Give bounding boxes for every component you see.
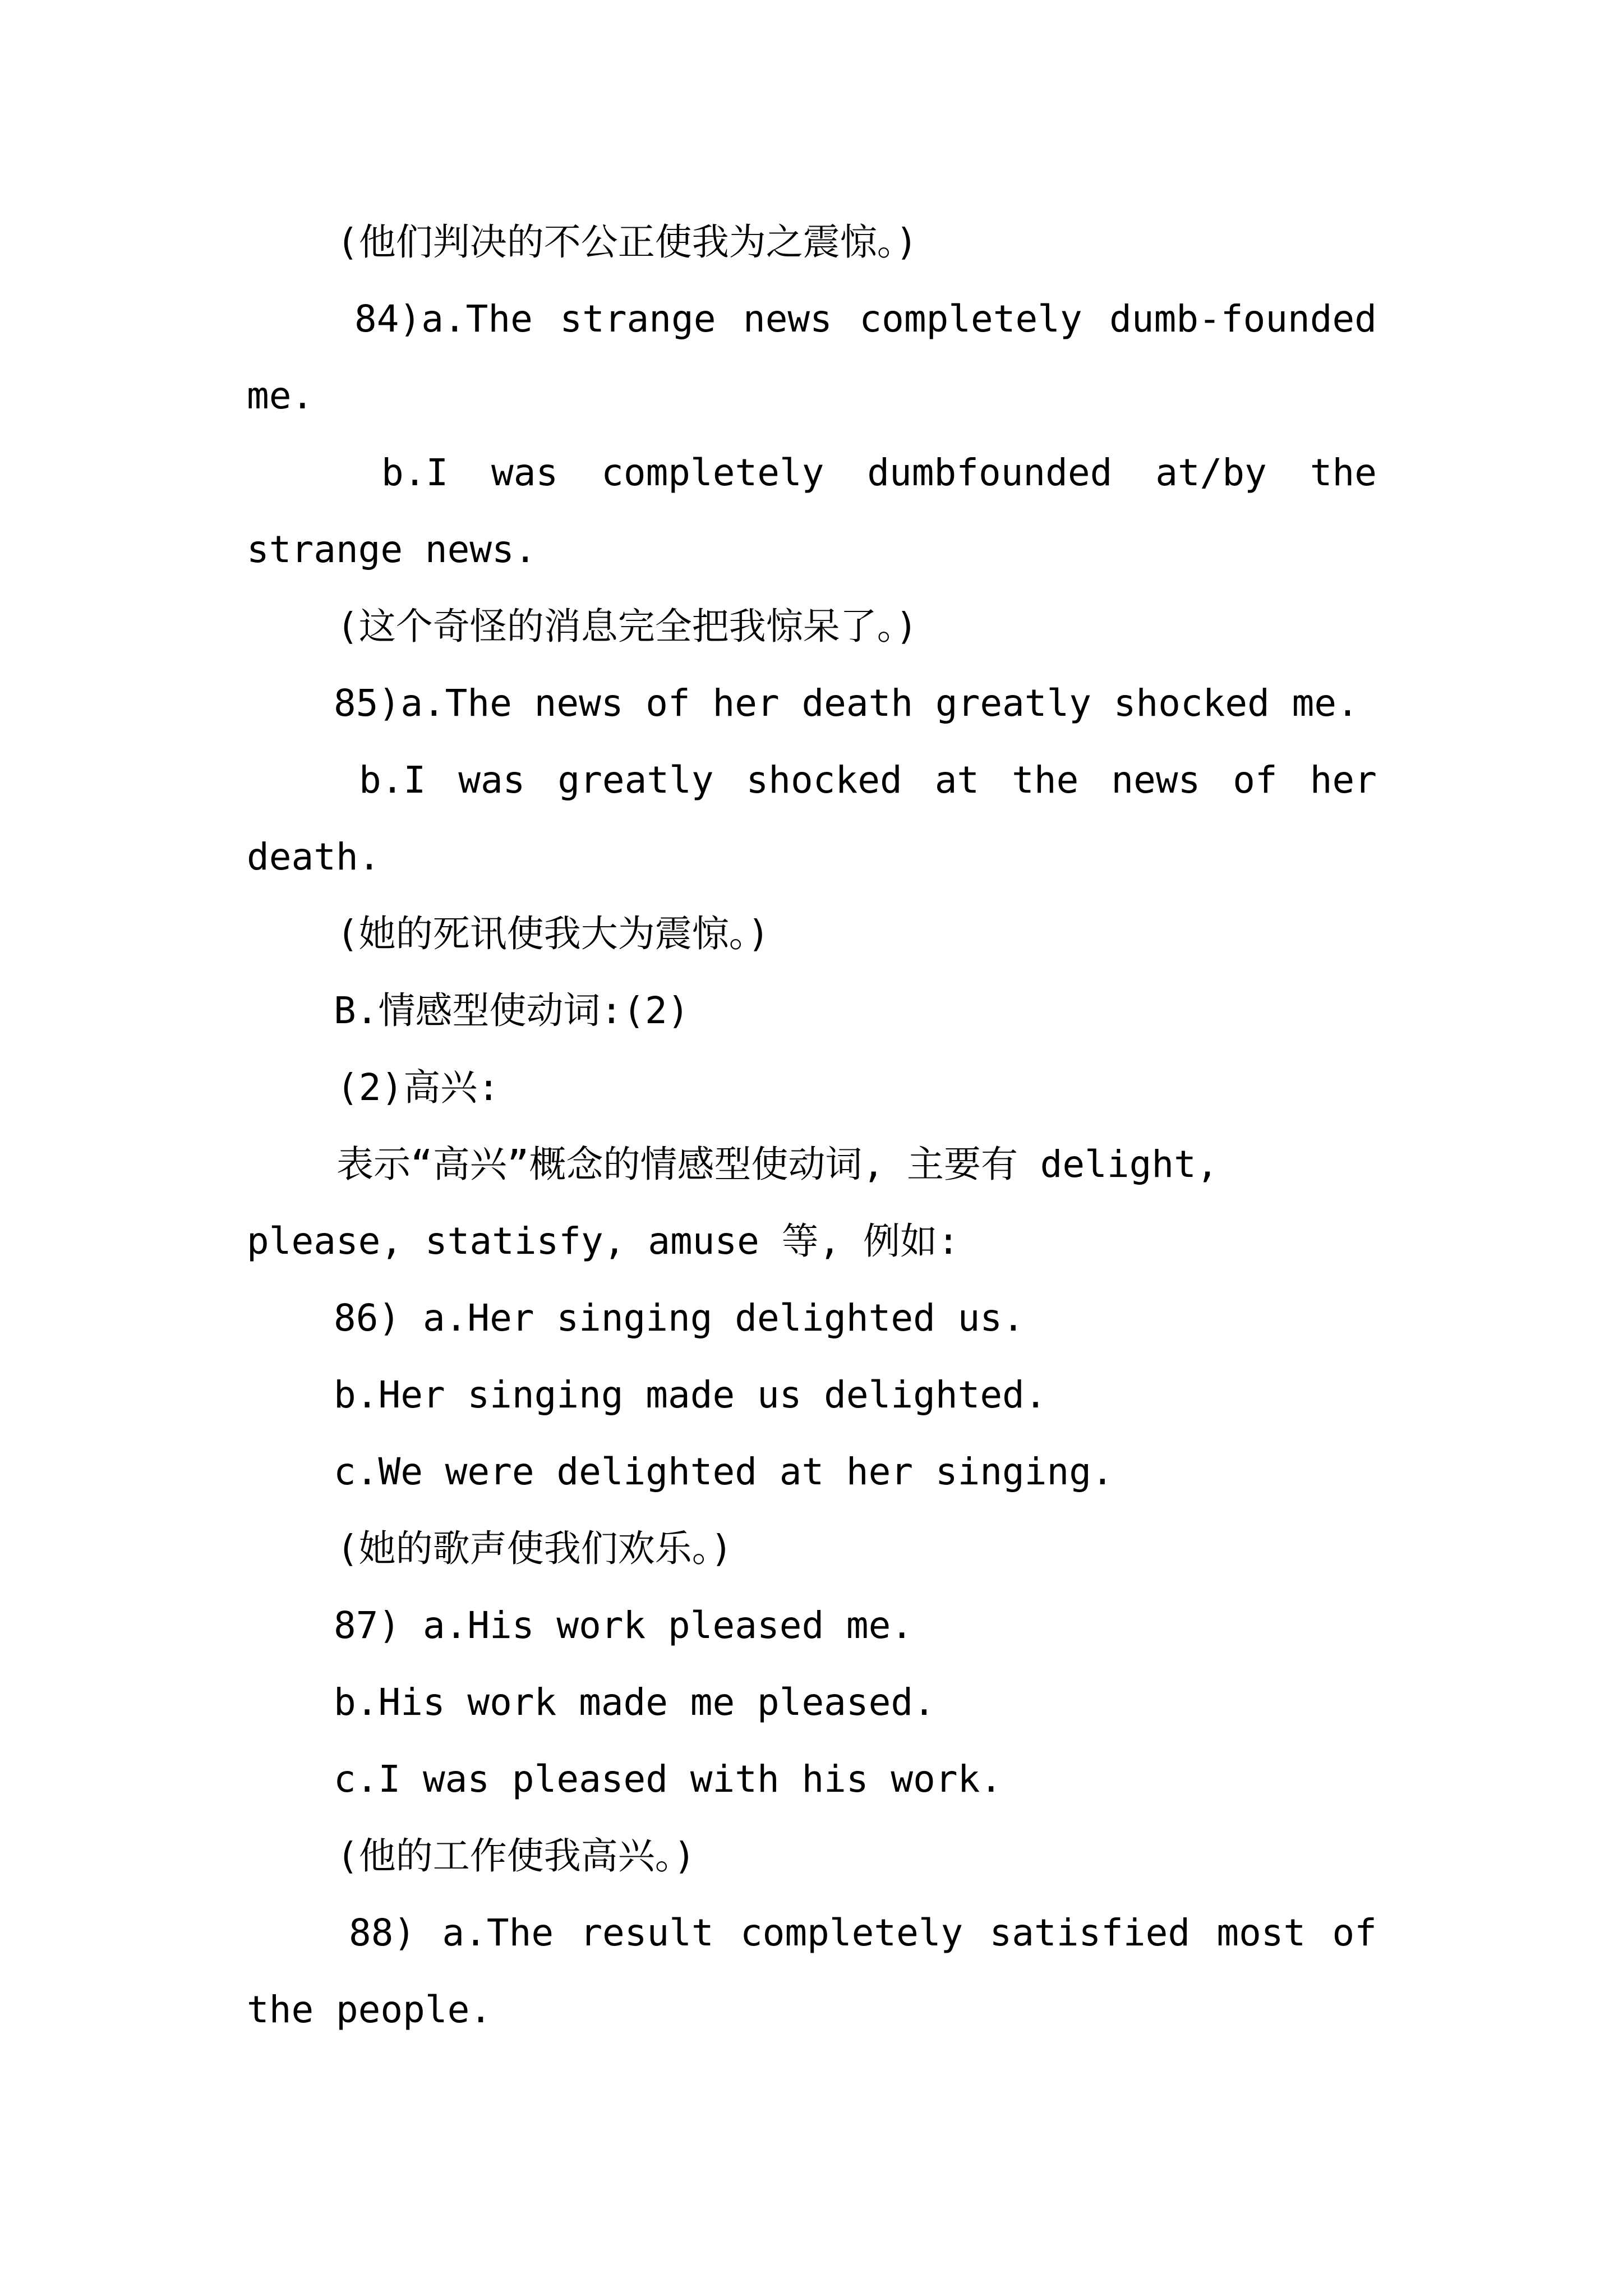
text-line: 表示“高兴”概念的情感型使动词, 主要有 delight,: [336, 1143, 1219, 1186]
word: dumb-founded: [1109, 297, 1377, 341]
word: news: [1111, 758, 1201, 802]
word: strange: [560, 297, 716, 341]
word: result: [580, 1911, 714, 1954]
word: 88): [349, 1911, 416, 1954]
word: of: [1332, 1911, 1377, 1954]
text-line: 86) a.Her singing delighted us.: [334, 1296, 1025, 1340]
text-line: [354, 286, 1377, 353]
text-line: (她的死讯使我大为震惊。): [336, 912, 770, 955]
word: satisfied: [989, 1911, 1191, 1954]
text-line: (她的歌声使我们欢乐。): [336, 1527, 733, 1570]
text-line: [359, 747, 1377, 814]
word: at: [934, 758, 980, 802]
word: greatly: [557, 758, 714, 802]
word: 84)a.The: [354, 297, 533, 341]
text-line: me.: [247, 374, 314, 417]
word: at/by: [1155, 451, 1267, 494]
text-line: c.I was pleased with his work.: [334, 1757, 1003, 1801]
word: shocked: [746, 758, 902, 802]
word: the: [1012, 758, 1079, 802]
word: was: [491, 451, 559, 494]
text-line: c.We were delighted at her singing.: [334, 1450, 1114, 1493]
word: a.The: [442, 1911, 554, 1954]
text-line: (他们判决的不公正使我为之震惊。): [336, 220, 918, 264]
text-line: (他的工作使我高兴。): [336, 1834, 696, 1878]
word: completely: [601, 451, 824, 494]
text-line: [349, 1899, 1377, 1967]
text-line: 87) a.His work pleased me.: [334, 1604, 914, 1647]
word: completely: [740, 1911, 963, 1954]
word: completely: [859, 297, 1082, 341]
text-line: strange news.: [247, 528, 537, 571]
text-line: 85)a.The news of her death greatly shocked me.: [334, 682, 1359, 725]
text-line: [381, 439, 1377, 507]
text-line: the people.: [247, 1988, 492, 2031]
word: dumbfounded: [867, 451, 1113, 494]
word: news: [743, 297, 832, 341]
text-line: (这个奇怪的消息完全把我惊呆了。): [336, 605, 918, 648]
text-line: B.情感型使动词:(2): [334, 989, 690, 1032]
word: her: [1310, 758, 1377, 802]
word: was: [458, 758, 525, 802]
text-line: b.Her singing made us delighted.: [334, 1373, 1047, 1416]
word: the: [1310, 451, 1377, 494]
word: of: [1233, 758, 1278, 802]
text-line: please, statisfy, amuse 等, 例如:: [247, 1220, 960, 1263]
text-line: death.: [247, 835, 381, 878]
word: b.I: [359, 758, 426, 802]
text-line: (2)高兴:: [336, 1066, 500, 1109]
word: b.I: [381, 451, 449, 494]
word: most: [1216, 1911, 1306, 1954]
text-line: b.His work made me pleased.: [334, 1681, 935, 1724]
